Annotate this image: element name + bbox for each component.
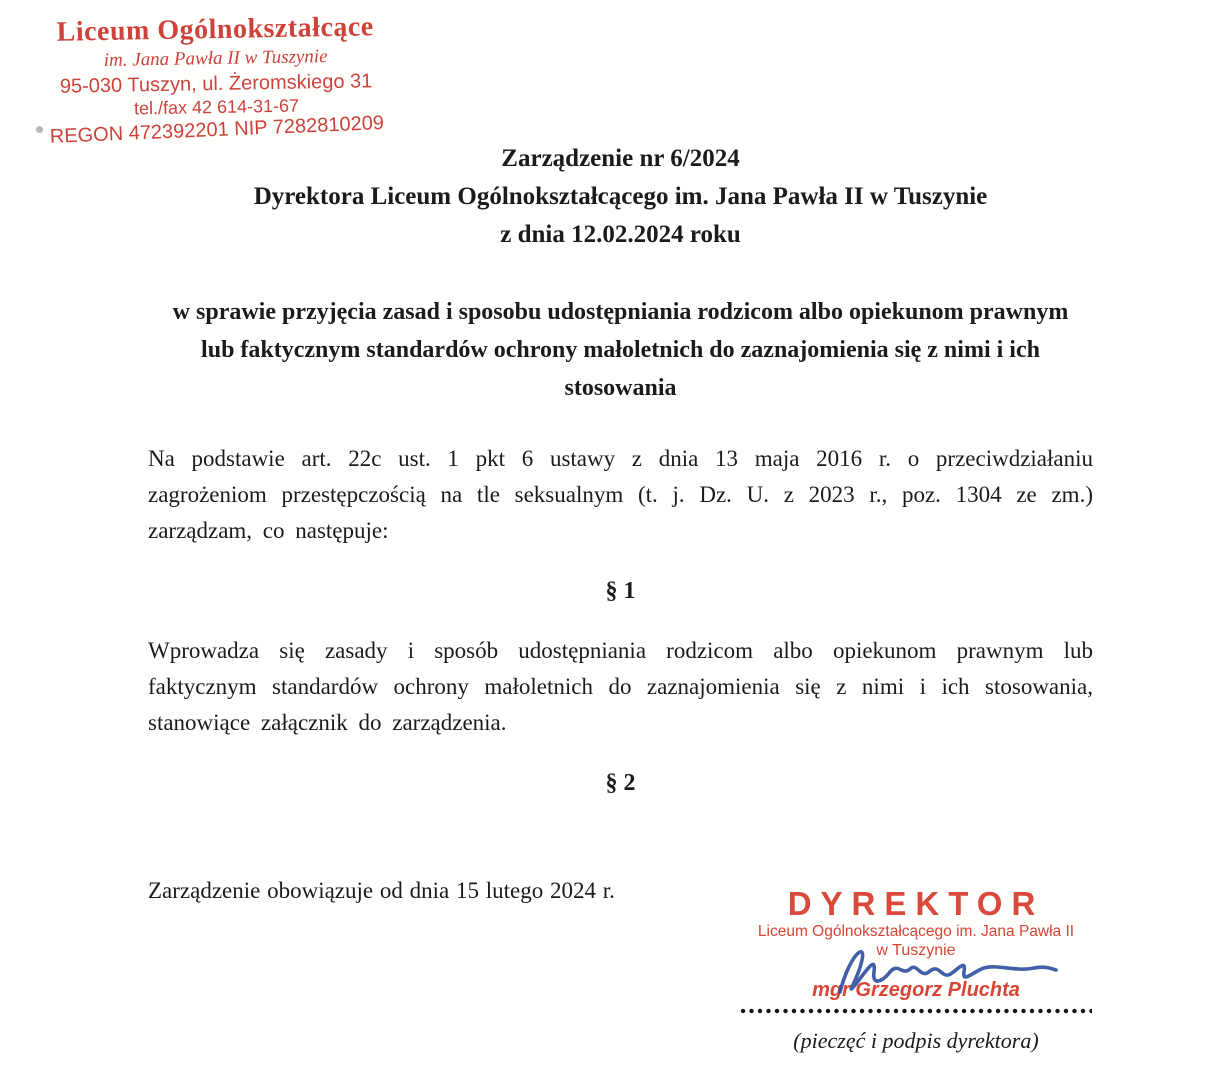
letterhead-phone: tel./fax 42 614-31-67 [133,95,300,119]
document-content [148,140,1093,909]
section-2-heading: § 2 [605,770,636,796]
subject-line-3: stosowania [564,375,677,401]
letterhead-address: 95-030 Tuszyn, ul. Żeromskiego 31 [59,69,373,98]
legal-basis-paragraph: Na podstawie art. 22c ust. 1 pkt 6 ustawy z dnia 13 maja 2016 r. o przeciwdziałaniu zagrożeniom przestępczością na tle seksualnym (t. j. Dz. U. z 2023 r., poz. 1304 ze zm.) zarządzam, co następuje: [148,446,1093,543]
subject-line-1: w sprawie przyjęcia zasad i sposobu udostępniania rodzicom albo opiekunom prawnym [172,299,1069,325]
order-date-title: z dnia 12.02.2024 roku [500,221,741,248]
order-issuer-title: Dyrektora Liceum Ogólnokształcącego im. Jana Pawła II w Tuszynie [253,183,988,210]
order-subject [148,293,1093,407]
signature-block [740,886,1092,1054]
director-stamp-city: w Tuszynie [876,942,956,959]
subject-line-2: lub faktycznym standardów ochrony małoletnich do zaznajomienia się z nimi i ich [201,337,1040,363]
section-1-paragraph: Wprowadza się zasady i sposób udostępniania rodzicom albo opiekunom prawnym lub faktycznym standardów ochrony małoletnich do zaznajomienia się z nimi i ich stosowania, stanowiące załącznik do zarządzenia. [148,638,1093,735]
director-stamp-role: DYREKTOR [787,885,1045,922]
section-1-heading: § 1 [605,578,636,604]
signature-caption: (pieczęć i podpis dyrektora) [793,1028,1039,1053]
letterhead-regon-nip: REGON 472392201 NIP 7282810209 [49,112,385,149]
effective-date-line: Zarządzenie obowiązuje od dnia 15 lutego 2024 r. [148,878,615,903]
letterhead-patron-line: im. Jana Pawła II w Tuszynie [103,46,328,72]
director-stamp-school: Liceum Ogólnokształcącego im. Jana Pawła II [757,923,1075,940]
order-number-title: Zarządzenie nr 6/2024 [501,145,740,172]
handwritten-signature [820,940,1064,1000]
school-letterhead-stamp [29,11,403,149]
letterhead-school-name: Liceum Ogólnokształcące [56,11,374,48]
director-stamp-name: mgr Grzegorz Pluchta [812,979,1020,1001]
signature-dotted-line [740,1007,1092,1015]
